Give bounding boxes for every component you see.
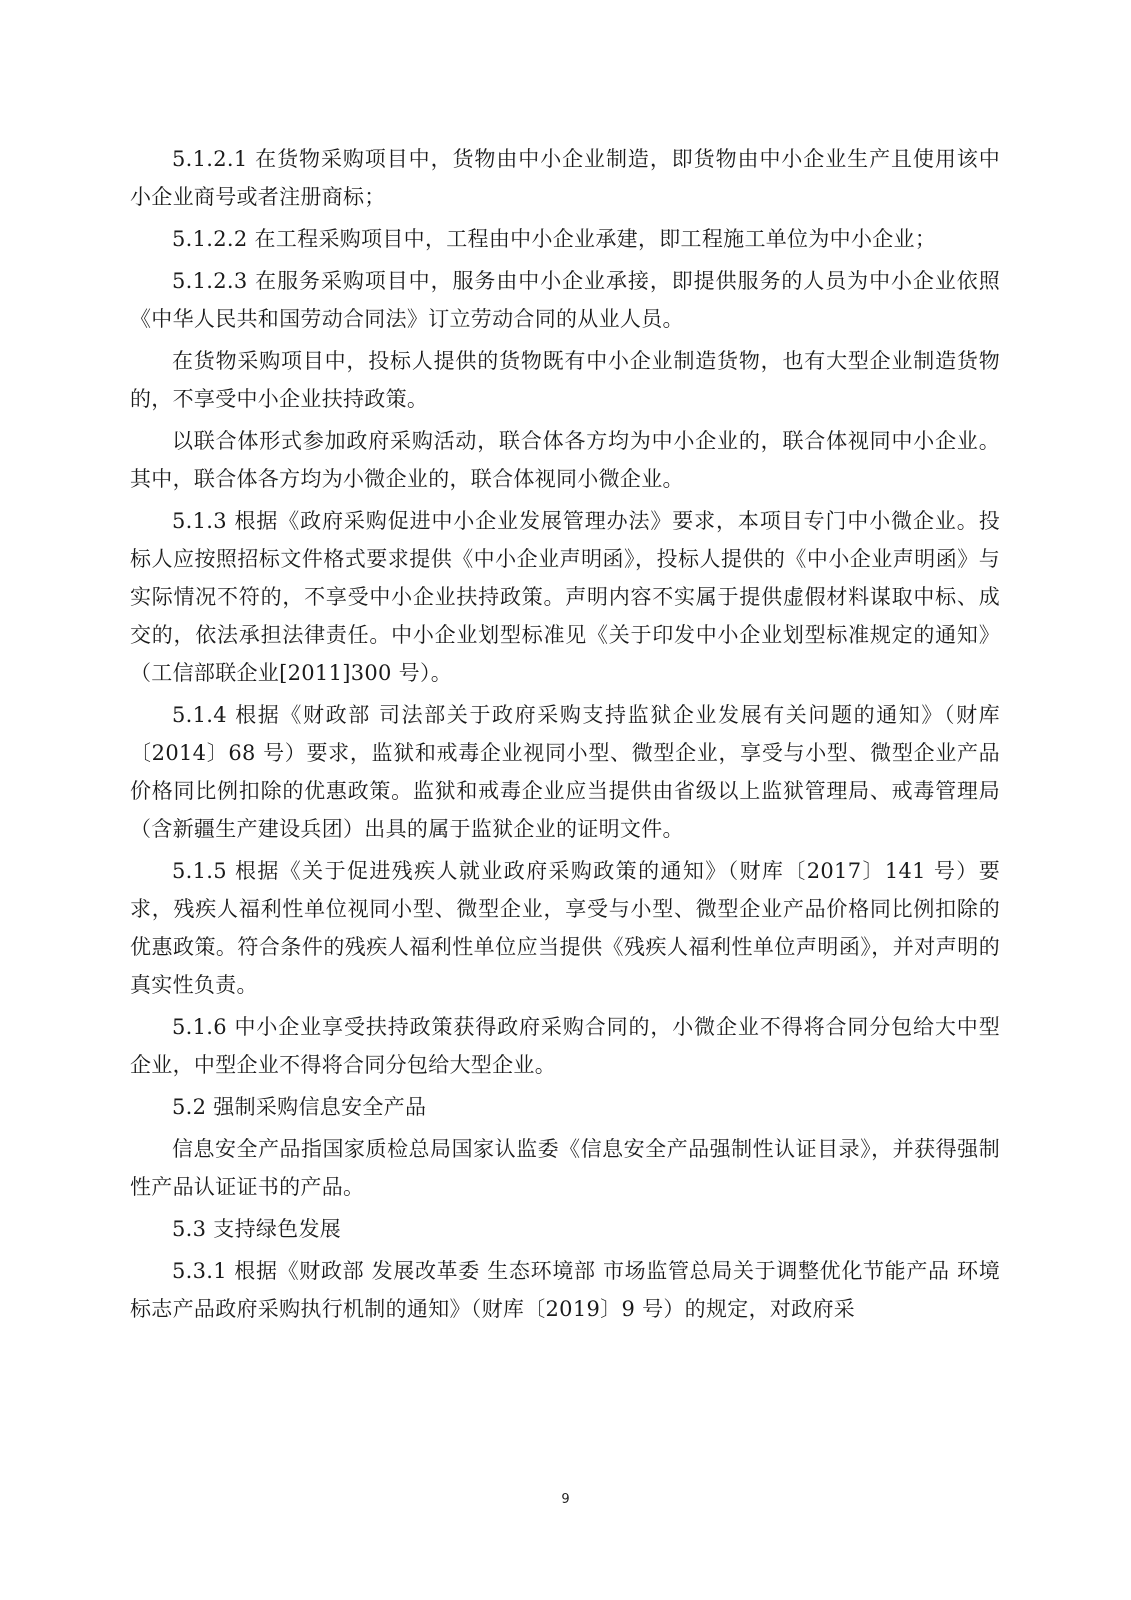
paragraph-5-1-2-2: 5.1.2.2 在工程采购项目中，工程由中小企业承建，即工程施工单位为中小企业；: [172, 227, 937, 251]
paragraph-consortium: 以联合体形式参加政府采购活动，联合体各方均为中小企业的，联合体视同中小企业。其中，联合体各方均为小微企业的，联合体视同小微企业。: [130, 429, 1000, 491]
paragraph-5-1-3: 5.1.3 根据《政府采购促进中小企业发展管理办法》要求，本项目专门中小微企业。投标人应按照招标文件格式要求提供《中小企业声明函》，投标人提供的《中小企业声明函》与实际情况不符的，不享受中小企业扶持政策。声明内容不实属于提供虚假材料谋取中标、成交的，依法承担法律责任。中小企业划型标准见《关于印发中小企业划型标准规定的通知》（工信部联企业[2011]300 号）。: [130, 509, 1000, 685]
paragraph-5-1-2-1: 5.1.2.1 在货物采购项目中，货物由中小企业制造，即货物由中小企业生产且使用该中小企业商号或者注册商标；: [130, 147, 1000, 209]
paragraph-info-security: 信息安全产品指国家质检总局国家认监委《信息安全产品强制性认证目录》，并获得强制性产品认证证书的产品。: [130, 1137, 1000, 1199]
paragraph-5-1-4: 5.1.4 根据《财政部 司法部关于政府采购支持监狱企业发展有关问题的通知》（财库〔2014〕68 号）要求，监狱和戒毒企业视同小型、微型企业，享受与小型、微型企业产品价格同比例扣除的优惠政策。监狱和戒毒企业应当提供由省级以上监狱管理局、戒毒管理局（含新疆生产建设兵团）出具的属于监狱企业的证明文件。: [130, 703, 1000, 841]
paragraph-5-1-2-3: 5.1.2.3 在服务采购项目中，服务由中小企业承接，即提供服务的人员为中小企业依照《中华人民共和国劳动合同法》订立劳动合同的从业人员。: [130, 269, 1000, 331]
paragraph-5-3-1: 5.3.1 根据《财政部 发展改革委 生态环境部 市场监管总局关于调整优化节能产品 环境标志产品政府采购执行机制的通知》（财库〔2019〕9 号）的规定，对政府采: [130, 1259, 1000, 1321]
heading-5-2: 5.2 强制采购信息安全产品: [172, 1095, 427, 1119]
heading-5-3: 5.3 支持绿色发展: [172, 1217, 342, 1241]
document-body: [130, 140, 1000, 1328]
paragraph-5-1-6: 5.1.6 中小企业享受扶持政策获得政府采购合同的，小微企业不得将合同分包给大中型企业，中型企业不得将合同分包给大型企业。: [130, 1015, 1000, 1077]
paragraph-5-1-5: 5.1.5 根据《关于促进残疾人就业政府采购政策的通知》（财库〔2017〕141 号）要求，残疾人福利性单位视同小型、微型企业，享受与小型、微型企业产品价格同比例扣除的优惠政策。符合条件的残疾人福利性单位应当提供《残疾人福利性单位声明函》，并对声明的真实性负责。: [130, 859, 1000, 997]
paragraph-goods-mixed: 在货物采购项目中，投标人提供的货物既有中小企业制造货物，也有大型企业制造货物的，不享受中小企业扶持政策。: [130, 349, 1000, 411]
page-number: 9: [561, 1492, 570, 1507]
